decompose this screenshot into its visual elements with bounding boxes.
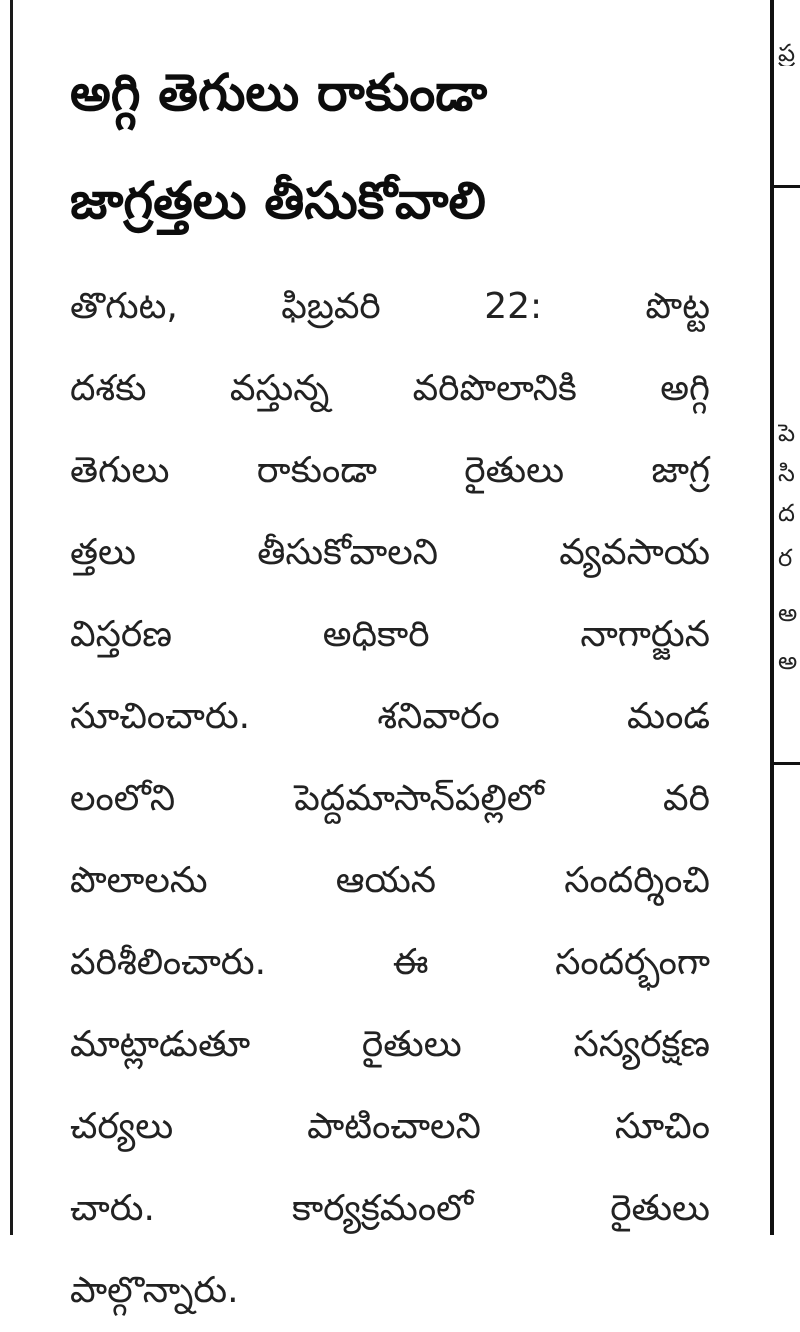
neighbor-text-fragment: ప్ర — [778, 40, 796, 66]
body-line: పాల్గొన్నారు. — [70, 1270, 239, 1311]
column-rule — [774, 762, 800, 765]
body-line: మాట్లాడుతూ రైతులు సస్యరక్షణ — [70, 1024, 710, 1065]
body-line: పొలాలను ఆయన సందర్శించి — [70, 860, 710, 901]
body-line: తొగుట, ఫిబ్రవరి 22: పొట్ట — [70, 286, 710, 327]
neighbor-text-fragment: అ — [778, 648, 798, 674]
neighbor-text-fragment: సి — [778, 460, 795, 486]
neighbor-text-fragment: ర — [778, 545, 793, 571]
body-line: విస్తరణ అధికారి నాగార్జున — [70, 614, 710, 655]
article-headline — [70, 40, 710, 256]
body-line: త్తలు తీసుకోవాలని వ్యవసాయ — [70, 532, 710, 573]
body-line: చర్యలు పాటించాలని సూచిం — [70, 1106, 710, 1147]
headline-line: జాగ్రత్తలు తీసుకోవాలి — [70, 172, 486, 231]
column-rule — [774, 185, 800, 188]
body-line: తెగులు రాకుండా రైతులు జాగ్ర — [70, 450, 710, 491]
column-divider-left — [10, 0, 13, 1235]
article-body — [70, 266, 710, 1332]
body-line: దశకు వస్తున్న వరిపొలానికి అగ్గి — [70, 368, 710, 409]
neighbor-text-fragment: అ — [778, 600, 798, 626]
neighbor-text-fragment: పె — [778, 420, 796, 446]
body-line: లంలోని పెద్దమాసాన్‌పల్లిలో వరి — [70, 778, 710, 819]
headline-line: అగ్గి తెగులు రాకుండా — [70, 64, 488, 123]
neighbor-text-fragment: ద — [778, 500, 795, 526]
body-line: చారు. కార్యక్రమంలో రైతులు — [70, 1188, 710, 1229]
news-article — [70, 40, 710, 1332]
body-line: పరిశీలించారు. ఈ సందర్భంగా — [70, 942, 710, 983]
body-line: సూచించారు. శనివారం మండ — [70, 696, 710, 737]
neighbor-column — [770, 0, 800, 1235]
